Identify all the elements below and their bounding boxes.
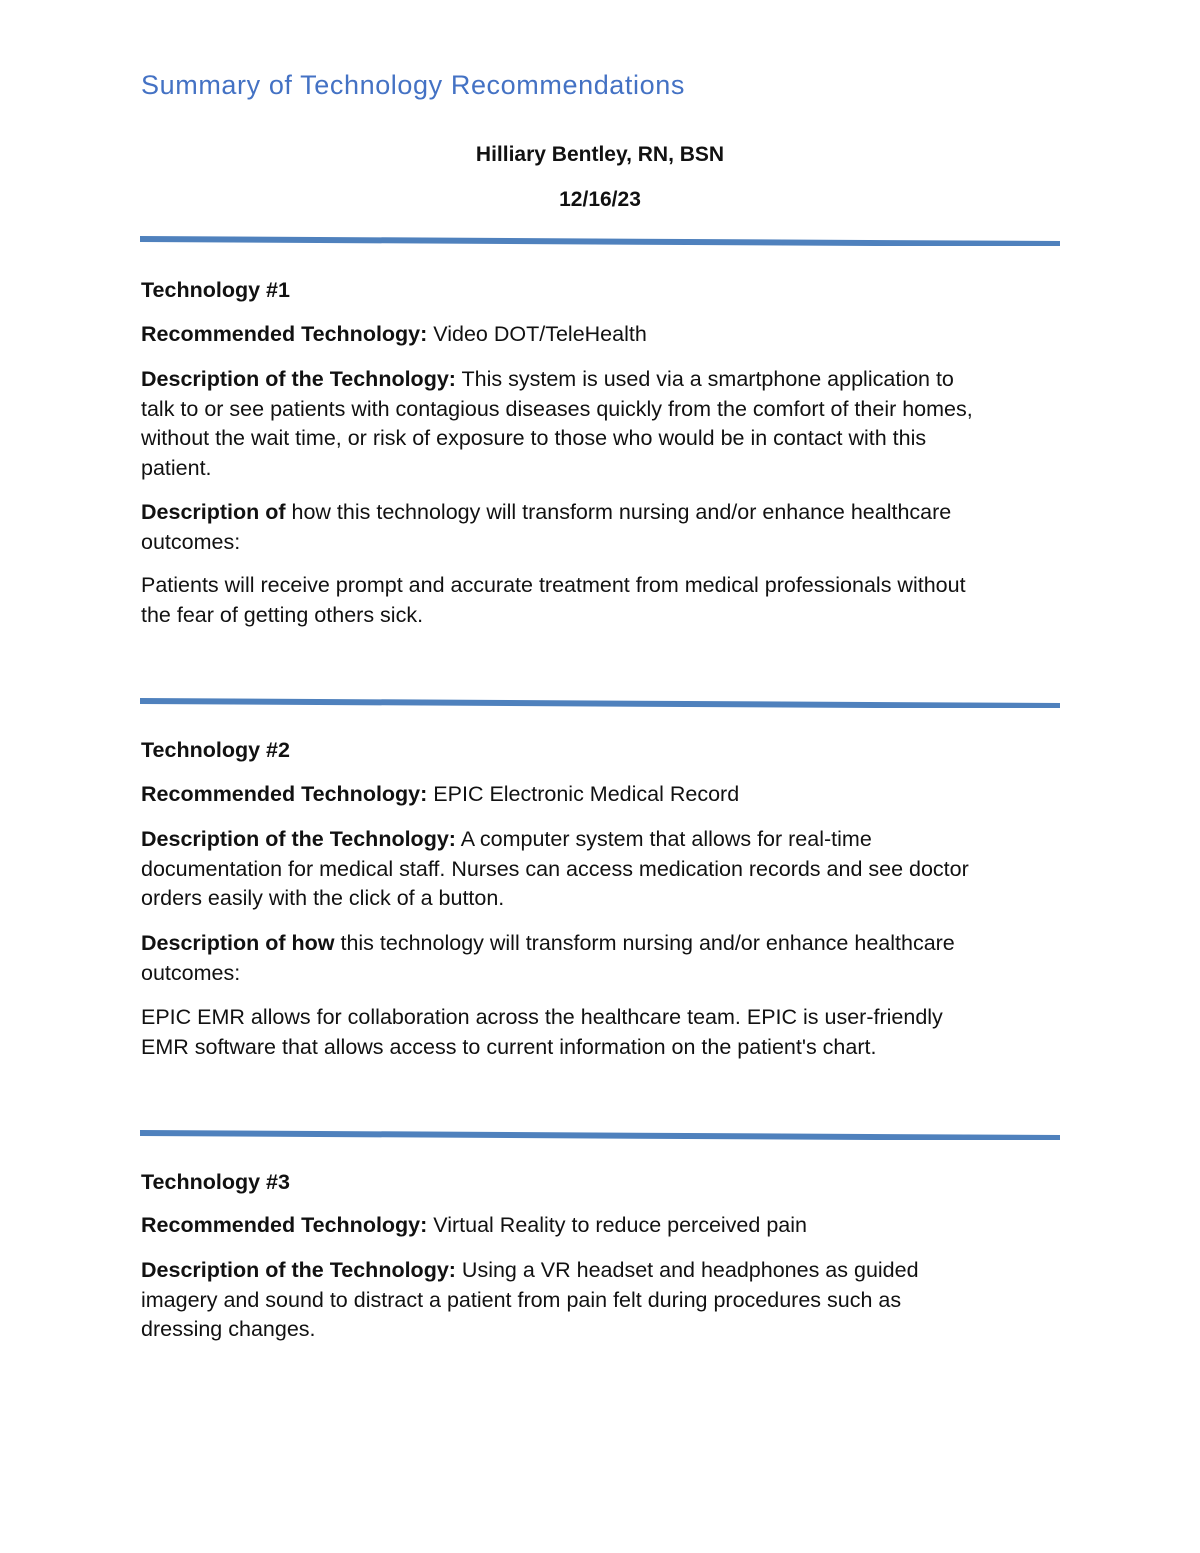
technology-description xyxy=(141,1256,919,1345)
text-line: Patients will receive prompt and accurate treatment from medical professionals without xyxy=(141,573,966,597)
outcome-text xyxy=(141,1003,943,1062)
recommended-technology xyxy=(141,1211,807,1241)
label: Description of the Technology: xyxy=(141,367,456,391)
text-line: EPIC EMR allows for collaboration across the healthcare team. EPIC is user-friendly xyxy=(141,1005,943,1029)
document-title: Summary of Technology Recommendations xyxy=(141,70,685,100)
text-line: documentation for medical staff. Nurses can access medication records and see doctor xyxy=(141,856,969,881)
section-heading: Technology #2 xyxy=(141,738,290,762)
outcome-text xyxy=(141,571,966,630)
text-line: outcomes: xyxy=(141,960,241,985)
text-line: orders easily with the click of a button. xyxy=(141,886,505,910)
text-line: patient. xyxy=(141,455,212,480)
section-heading: Technology #1 xyxy=(141,278,290,302)
author-name: Hilliary Bentley, RN, BSN xyxy=(475,143,725,166)
label: Description of how xyxy=(141,931,335,955)
label: Recommended Technology: xyxy=(141,322,428,346)
text-line: dressing changes. xyxy=(141,1317,316,1341)
text-line: This system is used via a smartphone application to xyxy=(455,367,954,391)
value: Video DOT/TeleHealth xyxy=(427,322,647,346)
label: Recommended Technology: xyxy=(141,782,428,806)
text-line: without the wait time, or risk of exposure to those who would be in contact with this xyxy=(141,426,927,450)
divider xyxy=(140,696,1060,708)
text-line: the fear of getting others sick. xyxy=(141,602,424,627)
technology-description xyxy=(141,365,973,483)
technology-description xyxy=(141,825,969,914)
label: Description of the Technology: xyxy=(141,1258,456,1282)
divider xyxy=(140,234,1060,246)
section-heading: Technology #3 xyxy=(141,1170,290,1194)
text-line: imagery and sound to distract a patient from pain felt during procedures such as xyxy=(141,1287,902,1312)
text-line: outcomes: xyxy=(141,529,241,554)
value: Virtual Reality to reduce perceived pain xyxy=(427,1213,807,1237)
text-line: talk to or see patients with contagious diseases quickly from the comfort of their homes, xyxy=(141,396,973,421)
label: Description of the Technology: xyxy=(141,827,456,851)
divider xyxy=(140,1128,1060,1140)
text-line: this technology will transform nursing and/or enhance healthcare xyxy=(334,931,955,955)
recommended-technology xyxy=(141,780,739,810)
value: EPIC Electronic Medical Record xyxy=(427,782,740,806)
text-line: how this technology will transform nursing and/or enhance healthcare xyxy=(285,500,952,524)
text-line: EMR software that allows access to current information on the patient's chart. xyxy=(141,1034,877,1059)
label: Recommended Technology: xyxy=(141,1213,428,1237)
transformation-description xyxy=(141,498,951,557)
text-line: A computer system that allows for real-time xyxy=(455,827,872,851)
recommended-technology xyxy=(141,320,647,350)
transformation-description xyxy=(141,929,955,988)
label: Description of xyxy=(141,500,286,524)
text-line: Using a VR headset and headphones as guided xyxy=(455,1258,919,1282)
document-date: 12/16/23 xyxy=(559,188,641,211)
